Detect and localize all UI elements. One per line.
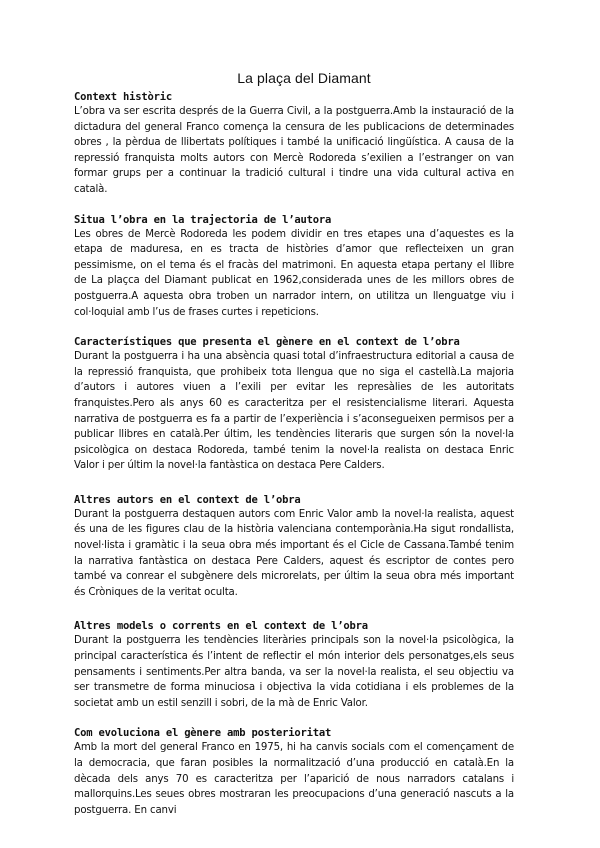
section-heading: Context històric	[74, 91, 172, 103]
section-heading: Situa l’obra en la trajectoria de l’autora	[74, 213, 332, 226]
section-historical-context	[74, 91, 514, 198]
section-body: Durant la postguerra destaquen autors com Enric Valor amb la novel·la realista, aquest és una de les figures clau de la història valenciana contemporània.Ha sigut rondallista, novel·lista i gramàtic i la seua obra més important és el Cicle de Cassana.També tenim la narrativa fantàstica on destaca Pere Calders, aquest és escriptor de contes pero també va conrear el subgènere dels microrelats, per últim la seua obra més important és Cròniques de la veritat oculta.	[74, 508, 514, 598]
section-author-trajectory	[74, 214, 514, 321]
section-body: Amb la mort del general Franco en 1975, hi ha canvis socials com el començament de la democracia, que faran posibles la normalització d’una producció en català.En la dècada dels anys 70 es caracteritza per l’aparició de nous narradors catalans i mallorquins.Les seues obres mostraran les preocupacions d’una generació nascuts a la postguerra. En canvi	[74, 742, 514, 816]
page-title: La plaça del Diamant	[237, 70, 371, 86]
section-genre-evolution	[74, 727, 514, 818]
section-body: Les obres de Mercè Rodoreda les podem dividir en tres etapes una d’aquestes es la etapa de maduresa, en es tracta de històries d’amor que reflecteixen un gran pessimisme, on el tema és el fracàs del matrimoni. En aquesta etapa pertany el llibre de La plaçca del Diamant publicat en 1962,considerada unes de les millors obres de postguerra.A aquesta obra troben un narrador intern, on utilitza un llenguatge viu i col·loquial amb l’us de frases curtes i repeticions.	[74, 228, 514, 318]
section-heading: Altres autors en el context de l’obra	[74, 493, 301, 506]
section-body: L’obra va ser escrita després de la Guerra Civil, a la postguerra.Amb la instauració de la dictadura del general Franco comença la censura de les publicacions de determinades obres , la pèrdua de llibertats polítiques i també la unificació lingüística. A causa de la repressió franquista molts autors con Mercè Rodoreda s’exilien a l’estranger on van formar grups per a continuar la tradició cultural i tindre una vida cultural activa en català.	[74, 106, 514, 195]
section-heading: Com evoluciona el gènere amb posterioritat	[74, 727, 332, 740]
section-body: Durant la postguerra i ha una absència quasi total d’infraestructura editorial a causa de la repressió franquista, que prohibeix tota llengua que no siga el castellà.La majoria d’autors i autores viuen a l’exili per evitar les represàlies de les autoritats franquistes.Pero als anys 60 es caracteritza per el resistencialisme literari. Aquesta narrativa de postguerra es fa a partir de l’experiència i s’aconsegueixen permisos per a publicar llibres en català.Per últim, les tendències literaris que surgen són la novel·la psicològica on destaca Rodoreda, també tenim la novel·la realista on destaca Enric Valor i per últim la novel·la fantàstica on destaca Pere Calders.	[74, 351, 514, 472]
section-genre-characteristics	[74, 336, 514, 474]
section-body: Durant la postguerra les tendències literàries principals son la novel·la psicològica, la principal característica és l’intent de reflectir el món interior dels personatges,els seus pensaments i sentiments.Per altra banda, va ser la novel·la realista, el seu objectiu va ser transmetre de forma minuciosa i objectiva la vida cotidiana i els problemes de la societat amb un estil senzill i sobri, de la mà de Enric Valor.	[74, 635, 514, 709]
section-other-models	[74, 620, 514, 711]
section-heading: Característiques que presenta el gènere en el context de l’obra	[74, 336, 460, 349]
section-heading: Altres models o corrents en el context de l’obra	[74, 620, 368, 633]
section-other-authors	[74, 494, 514, 601]
